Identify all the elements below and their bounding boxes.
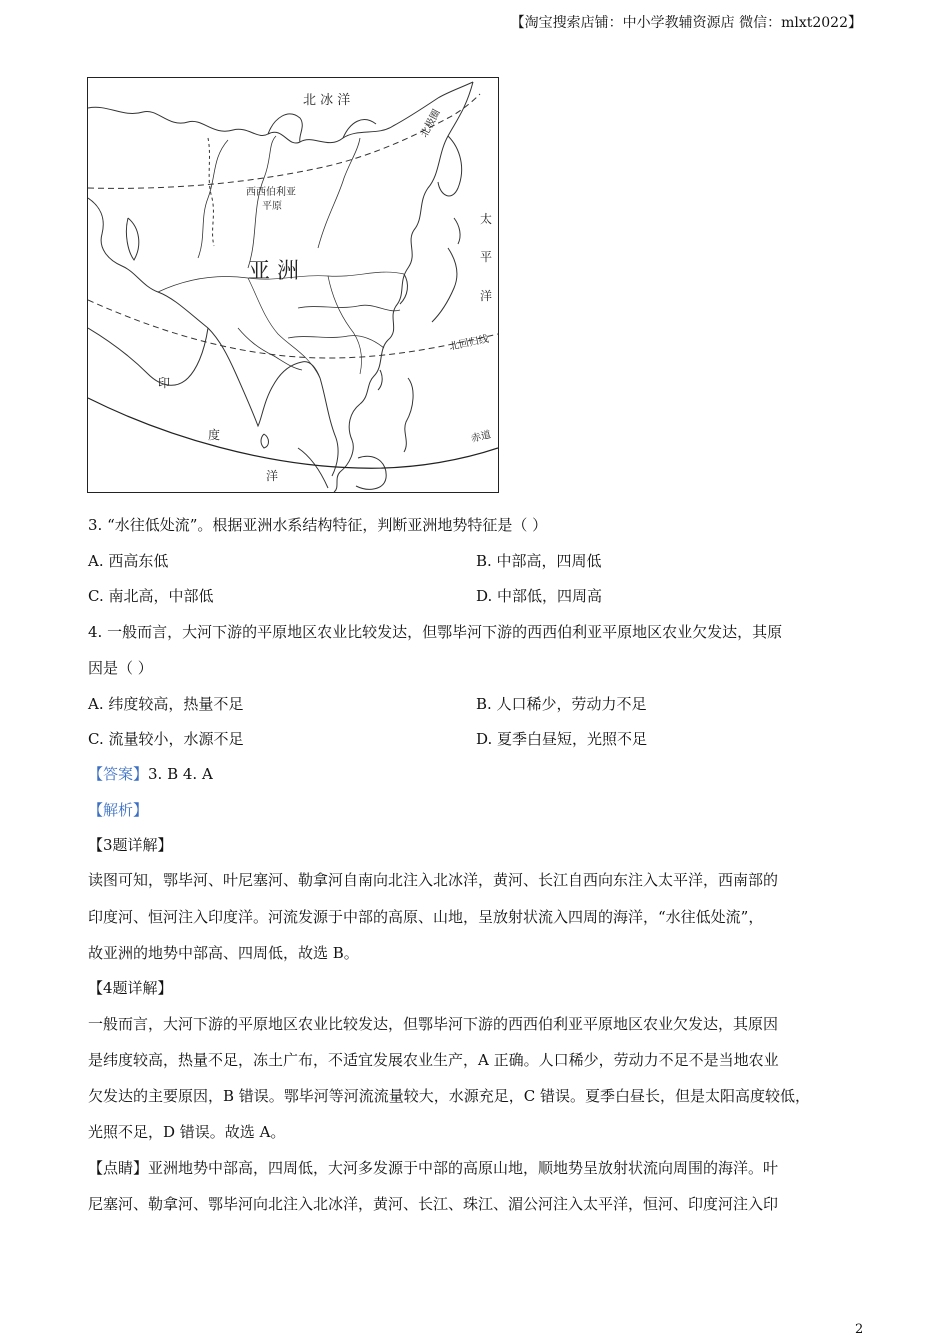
q3-option-a: A. 西高东低 — [88, 552, 169, 570]
point-line-1 — [88, 1157, 778, 1178]
point-tag: 【点睛】 — [88, 1159, 149, 1177]
d4-line-2: 是纬度较高，热量不足，冻土广布，不适宜发展农业生产，A 正确。人口稀少，劳动力不足不是当地农业 — [88, 1051, 779, 1069]
q3-stem: 3. “水往低处流”。根据亚洲水系结构特征，判断亚洲地势特征是（ ） — [88, 516, 548, 534]
label-siberia-line1: 西西伯利亚 — [246, 187, 296, 198]
q3-option-b: B. 中部高，四周低 — [476, 552, 602, 570]
d3-line-3: 故亚洲的地势中部高、四周低，故选 B。 — [88, 944, 359, 962]
label-pacific-3: 洋 — [480, 289, 493, 303]
label-pacific-2: 平 — [480, 250, 493, 264]
watermark-header: 【淘宝搜索店铺：中小学教辅资源店 微信：mlxt2022】 — [510, 15, 862, 31]
point-text: 亚洲地势中部高，四周低，大河多发源于中部的高原山地，顺地势呈放射状流向周围的海洋。叶 — [148, 1159, 779, 1177]
answer-text: 3. B 4. A — [148, 765, 213, 783]
page-number: 2 — [855, 1322, 864, 1337]
label-siberia-line2: 平原 — [262, 201, 282, 212]
q4-option-d: D. 夏季白昼短，光照不足 — [476, 730, 648, 748]
d4-line-3: 欠发达的主要原因，B 错误。鄂毕河等河流流量较大，水源充足，C 错误。夏季白昼长，但是太阳高度较低， — [88, 1087, 811, 1105]
d3-line-1: 读图可知，鄂毕河、叶尼塞河、勒拿河自南向北注入北冰洋，黄河、长江自西向东注入太平洋，西南部的 — [88, 871, 779, 889]
d4-title: 【4题详解】 — [88, 979, 173, 997]
d3-title: 【3题详解】 — [88, 836, 173, 854]
q4-option-c: C. 流量较小，水源不足 — [88, 730, 244, 748]
q4-option-a: A. 纬度较高，热量不足 — [88, 695, 244, 713]
asia-map — [87, 77, 499, 493]
point-line-2: 尼塞河、勒拿河、鄂毕河向北注入北冰洋，黄河、长江、珠江、湄公河注入太平洋，恒河、印度河注入印 — [88, 1195, 779, 1213]
answer-tag: 【答案】 — [88, 765, 149, 783]
q3-option-c: C. 南北高，中部低 — [88, 587, 214, 605]
answer-line — [88, 763, 213, 784]
d3-line-2: 印度河、恒河注入印度洋。河流发源于中部的高原、山地，呈放射状流入四周的海洋，“水往低处流”， — [88, 908, 764, 926]
analysis-tag: 【解析】 — [88, 801, 149, 819]
label-pacific-1: 太 — [480, 212, 493, 226]
d4-line-1: 一般而言，大河下游的平原地区农业比较发达，但鄂毕河下游的西西伯利亚平原地区农业欠发达，其原因 — [88, 1015, 779, 1033]
asia-map-drawing — [88, 78, 498, 492]
q4-stem-line2: 因是（ ） — [88, 659, 153, 677]
d4-line-4: 光照不足，D 错误。故选 A。 — [88, 1123, 286, 1141]
q3-option-d: D. 中部低，四周高 — [476, 587, 603, 605]
q4-stem-line1: 4. 一般而言，大河下游的平原地区农业比较发达，但鄂毕河下游的西西伯利亚平原地区农业欠发达，其原 — [88, 623, 783, 641]
label-tropic-of-cancer: 北回归线 — [448, 333, 490, 353]
label-equator: 赤道 — [470, 429, 493, 445]
label-arctic-circle: 北极圈 — [418, 107, 443, 140]
q4-option-b: B. 人口稀少，劳动力不足 — [476, 695, 647, 713]
label-indian-2: 度 — [208, 428, 221, 442]
label-indian-3: 洋 — [266, 469, 279, 483]
label-indian-1: 印 — [158, 376, 171, 390]
label-arctic-ocean: 北 冰 洋 — [303, 93, 351, 108]
label-asia: 亚 洲 — [248, 259, 299, 284]
